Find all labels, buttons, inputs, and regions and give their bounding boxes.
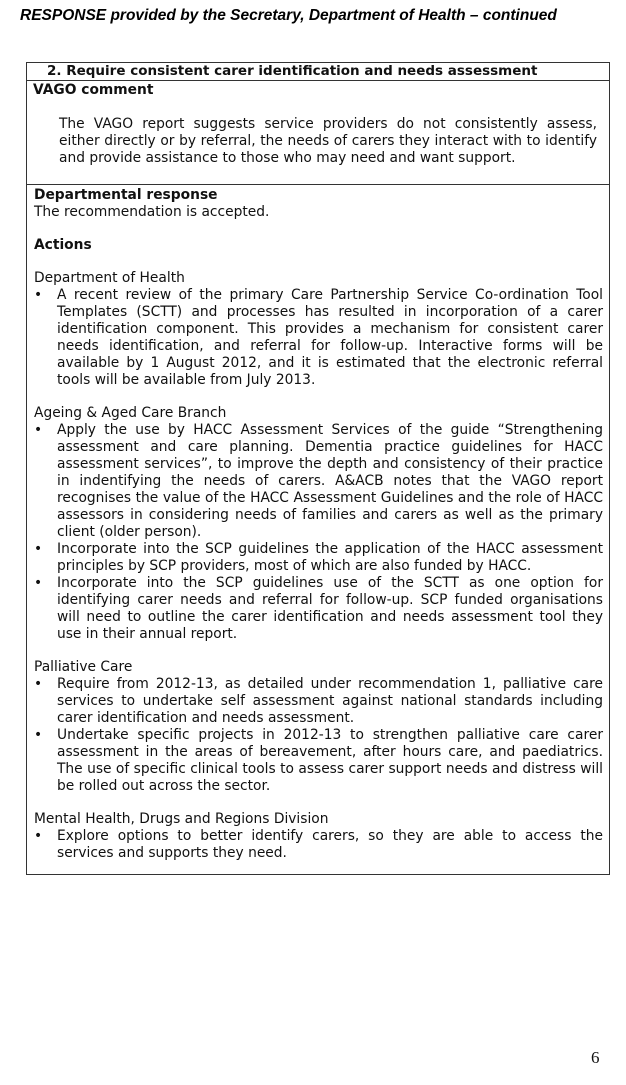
recommendation-box [26,62,610,875]
section-ageing-aged-care [34,405,603,643]
action-item: • A recent review of the primary Care Partnership Service Co-ordination Tool Templates (SCTT) and processes has resulted in incorporation of a carer identification component. This provides a mechanism for consistent carer needs identification, and referral for follow-up. Interactive forms will be available by 1 August 2012, and it is estimated that the electronic referral tools will be available from July 2013. [34,287,603,389]
departmental-response-heading: Departmental response [34,187,218,203]
action-item: • Apply the use by HACC Assessment Services of the guide “Strengthening assessment and care planning. Dementia practice guidelines for HACC assessment services”, to improve the depth and consistency of their practice in indentifying the needs of carers. A&ACB notes that the VAGO report recognises the value of the HACC Assessment Guidelines and the role of HACC assessors in considering needs of families and carers as well as the primary client (older person). [34,422,603,541]
vago-comment-heading: VAGO comment [33,82,154,98]
action-list [34,828,603,862]
departmental-response-section [27,185,609,862]
action-list [34,287,603,389]
vago-comment-section [27,82,609,185]
action-item: • Require from 2012-13, as detailed under recommendation 1, palliative care services to undertake self assessment against national standards including carer identification and needs assessment. [34,676,603,727]
vago-comment-text: The VAGO report suggests service providers do not consistently assess, either directly or by referral, the needs of carers they interact with to identify and provide assistance to those who may need and want support. [59,116,597,166]
section-heading: Palliative Care [34,659,133,675]
acceptance-statement: The recommendation is accepted. [34,204,270,220]
action-item: • Incorporate into the SCP guidelines use of the SCTT as one option for identifying carer needs and referral for follow-up. SCP funded organisations will need to outline the carer identification and needs assessment tool they use in their annual report. [34,575,603,643]
section-mental-health [34,811,603,862]
section-heading: Ageing & Aged Care Branch [34,405,227,421]
page-number: 6 [591,1048,600,1067]
page-header: RESPONSE provided by the Secretary, Department of Health – continued [20,7,557,24]
action-item: • Incorporate into the SCP guidelines the application of the HACC assessment principles by SCP providers, most of which are also funded by HACC. [34,541,603,575]
action-item: • Explore options to better identify carers, so they are able to access the services and supports they need. [34,828,603,862]
recommendation-title: 2. Require consistent carer identification and needs assessment [27,63,609,81]
section-heading: Department of Health [34,270,185,286]
section-heading: Mental Health, Drugs and Regions Division [34,811,329,827]
action-list [34,676,603,795]
action-item: • Undertake specific projects in 2012-13 to strengthen palliative care carer assessment in the areas of bereavement, after hours care, and paediatrics. The use of specific clinical tools to assess carer support needs and distress will be rolled out across the sector. [34,727,603,795]
action-list [34,422,603,643]
section-department-of-health [34,270,603,389]
section-palliative-care [34,659,603,795]
actions-heading: Actions [34,237,92,253]
